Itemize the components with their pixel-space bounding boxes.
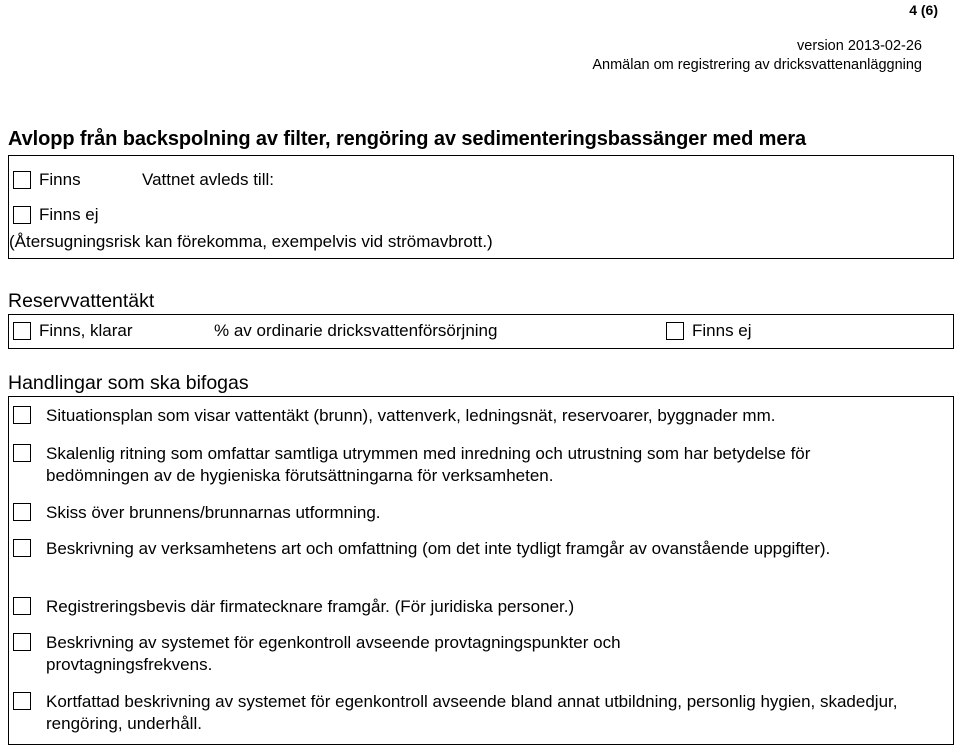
aterslugningsrisk-note: (Återsugningsrisk kan förekomma, exempelvis vid strömavbrott.) (9, 232, 493, 251)
finns-label: Finns (39, 170, 81, 189)
reserv-heading: Reservvattentäkt (8, 290, 155, 312)
list-item-label: Skiss över brunnens/brunnarnas utformning. (46, 503, 381, 522)
reserv-finns-ej-checkbox[interactable] (666, 322, 684, 340)
skiss-checkbox[interactable] (13, 503, 31, 521)
percent-label: % av ordinarie dricksvattenförsörjning (214, 321, 498, 340)
list-item (13, 405, 943, 427)
avleds-label: Vattnet avleds till: (142, 170, 274, 189)
finns-klarar-label: Finns, klarar (39, 321, 133, 340)
list-item-label: Beskrivning av verksamhetens art och omfattning (om det inte tydligt framgår av ovanstående uppgifter). (46, 539, 831, 558)
list-item-label: Registreringsbevis där firmatecknare framgår. (För juridiska personer.) (46, 597, 575, 616)
list-item (13, 691, 913, 735)
provtagning-checkbox[interactable] (13, 633, 31, 651)
list-item (13, 443, 833, 487)
finns-ej-checkbox[interactable] (13, 206, 31, 224)
percent-input[interactable] (169, 319, 209, 343)
reserv-finns-ej-label: Finns ej (692, 321, 752, 340)
list-item-label: Skalenlig ritning som omfattar samtliga utrymmen med inredning och utrustning som har betydelse för bedömningen av de hygieniska förutsättningarna för verksamheten. (46, 444, 811, 485)
handlingar-box (8, 396, 954, 745)
form-subtitle: Anmälan om registrering av dricksvattenanläggning (592, 57, 922, 73)
list-item-label: Situationsplan som visar vattentäkt (brunn), vattenverk, ledningsnät, reservoarer, byggnader mm. (46, 406, 776, 425)
version-label: version 2013-02-26 (797, 38, 922, 54)
list-item (13, 502, 913, 524)
verksamhet-checkbox[interactable] (13, 539, 31, 557)
finns-checkbox[interactable] (13, 171, 31, 189)
list-item (13, 538, 913, 560)
ritning-checkbox[interactable] (13, 444, 31, 462)
list-item-label: Kortfattad beskrivning av systemet för egenkontroll avseende bland annat utbildning, personlig hygien, skadedjur, rengöring, underhåll. (46, 692, 898, 733)
page-number: 4 (6) (909, 2, 938, 18)
list-item-label: Beskrivning av systemet för egenkontroll avseende provtagningspunkter och provtagningsfrekvens. (46, 633, 621, 674)
avlopp-box (8, 155, 954, 259)
list-item (13, 596, 913, 618)
reserv-box (8, 314, 954, 349)
list-item (13, 632, 753, 676)
egenkontroll-checkbox[interactable] (13, 692, 31, 710)
registreringsbevis-checkbox[interactable] (13, 597, 31, 615)
handlingar-heading: Handlingar som ska bifogas (8, 372, 249, 394)
avlopp-heading: Avlopp från backspolning av filter, rengöring av sedimenteringsbassänger med mera (8, 128, 807, 150)
situationsplan-checkbox[interactable] (13, 406, 31, 424)
finns-ej-label: Finns ej (39, 205, 99, 224)
finns-klarar-checkbox[interactable] (13, 322, 31, 340)
